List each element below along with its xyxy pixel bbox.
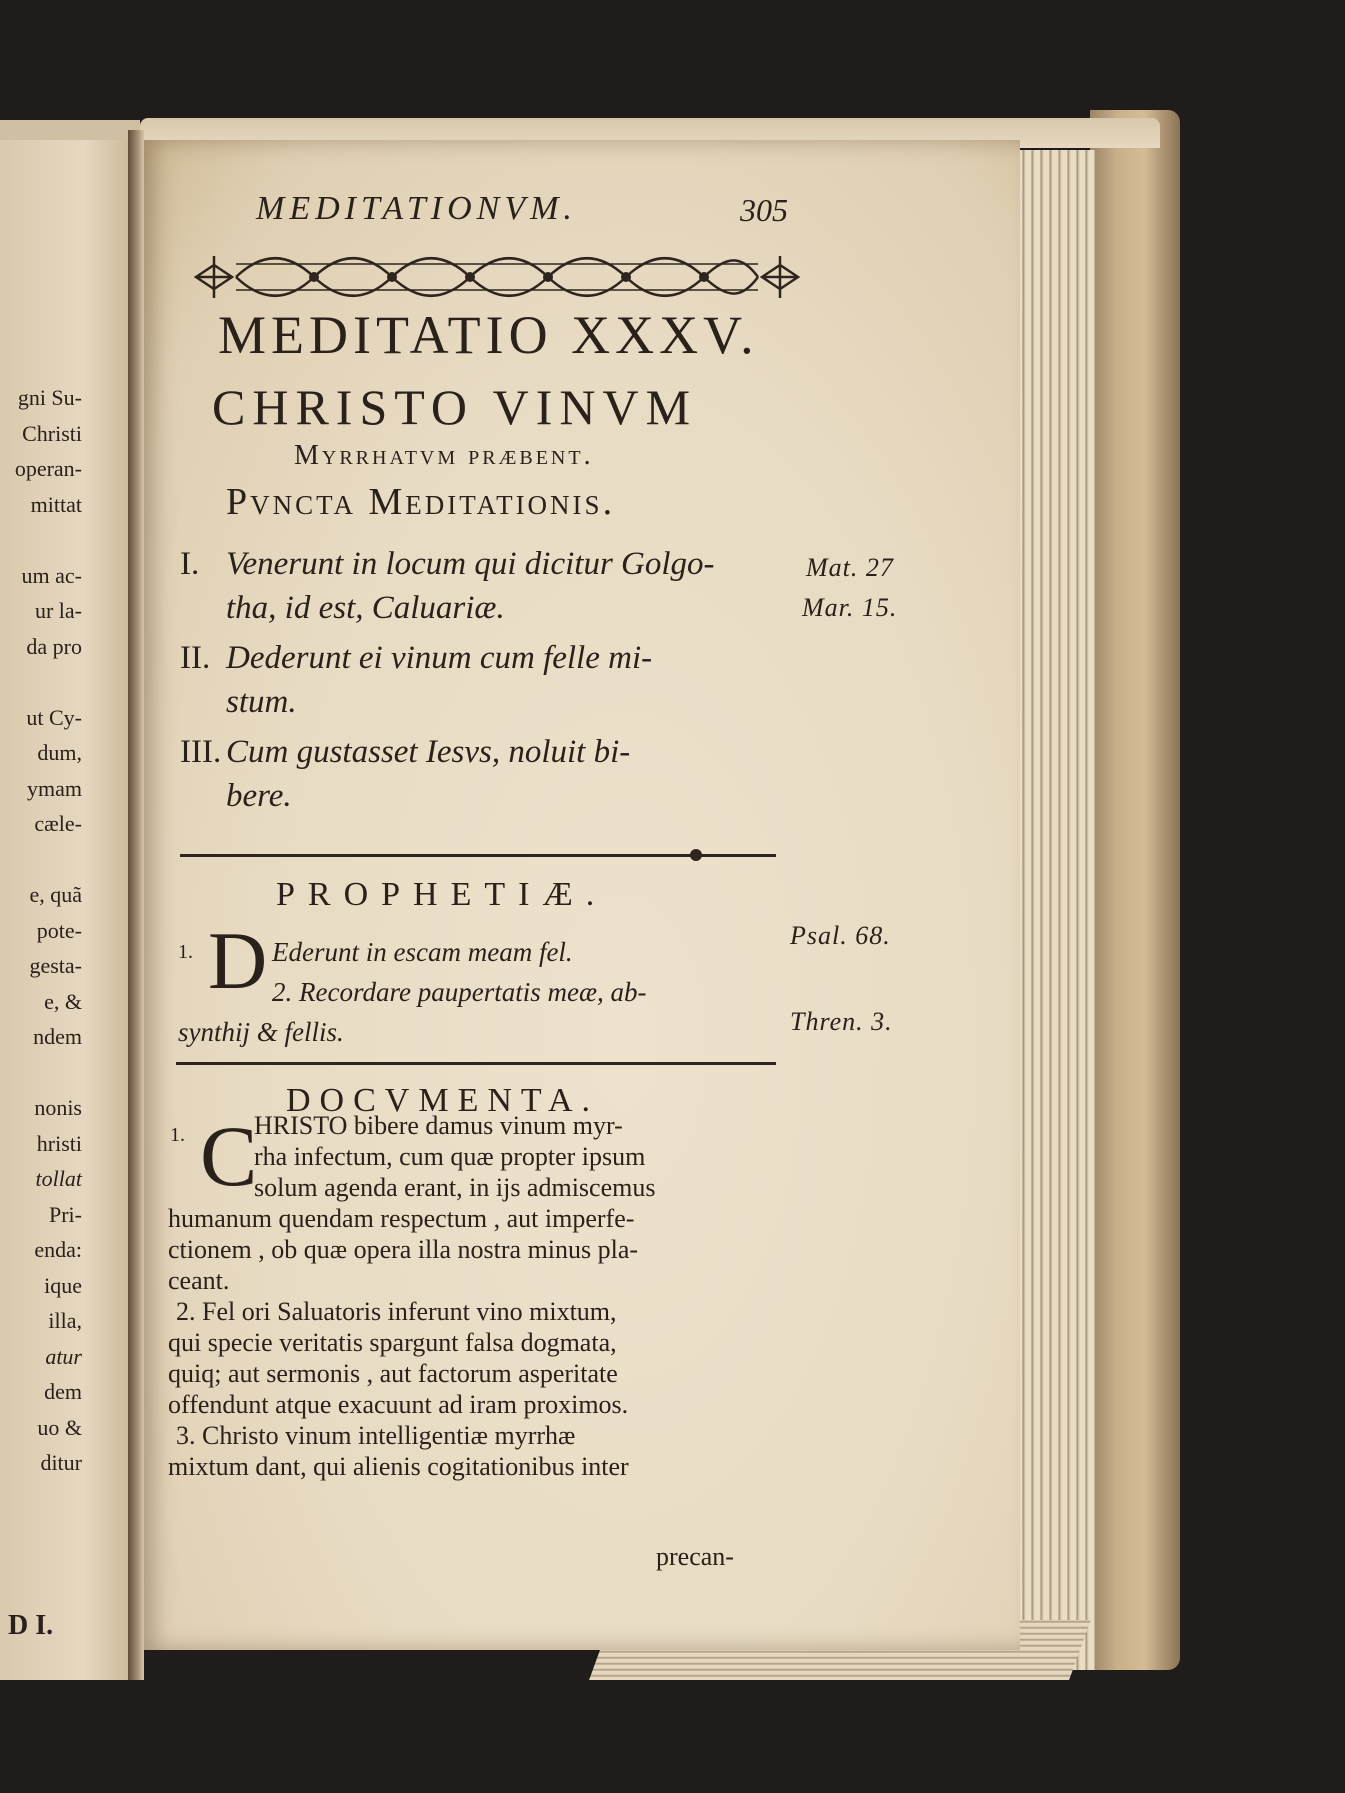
left-line: illa,: [48, 1308, 82, 1333]
left-line: [4, 522, 82, 558]
meditation-subtitle-2: Myrrhatvm præbent.: [294, 440, 594, 471]
text-line: HRISTO bibere damus vinum myr-: [254, 1111, 623, 1140]
margin-ref-mark: Mar. 15.: [802, 593, 898, 622]
point-number: III.: [180, 734, 222, 770]
left-line: Pri-: [49, 1201, 82, 1227]
text-line: solum agenda erant, in ijs admiscemus: [254, 1173, 656, 1202]
left-line: operan-: [14, 456, 82, 481]
text-line: ceant.: [168, 1266, 230, 1295]
meditation-subtitle: CHRISTO VINVM: [212, 379, 698, 435]
text-line: 3. Christo vinum intelligentiæ myrrhæ: [176, 1421, 576, 1450]
left-line: nonis: [34, 1095, 82, 1120]
documenta-text: [168, 1110, 780, 1482]
left-page-top-edge: [0, 120, 140, 140]
left-line: Christi: [22, 420, 82, 446]
left-line: e, quã: [29, 882, 82, 907]
left-line: tollat: [35, 1166, 82, 1191]
prophecy-line: 2. Recordare paupertatis meæ, ab-: [272, 977, 647, 1007]
left-line: um ac-: [21, 562, 82, 588]
ornament-band: [192, 250, 802, 304]
left-page: [0, 120, 140, 1680]
left-line: dem: [44, 1379, 82, 1404]
documenta-heading: DOCVMENTA.: [286, 1082, 599, 1119]
divider-rule: [180, 854, 776, 857]
catchword: precan-: [656, 1542, 734, 1571]
prophecy-number: 1.: [178, 941, 193, 963]
left-line: ymam: [27, 775, 82, 801]
left-line: atur: [45, 1343, 82, 1369]
left-line: gni Su-: [17, 385, 82, 410]
left-line: gesta-: [29, 953, 82, 978]
divider-rule: [176, 1062, 776, 1065]
text-line: mixtum dant, qui alienis cogitationibus inter: [168, 1452, 629, 1481]
left-line: ut Cy-: [26, 704, 82, 730]
left-line: uo &: [37, 1414, 82, 1440]
point-text: Dederunt ei vinum cum felle mi-: [226, 640, 653, 676]
left-line: [4, 842, 82, 878]
running-head: MEDITATIONVM.: [256, 190, 577, 227]
points-heading: Pvncta Meditationis.: [226, 481, 616, 523]
book-cover-edge: [1090, 110, 1180, 1670]
text-line: humanum quendam respectum , aut imperfe-: [168, 1204, 635, 1233]
text-line: qui specie veritatis spargunt falsa dogmata,: [168, 1328, 617, 1357]
left-line: ique: [44, 1272, 82, 1298]
margin-ref-lamentations: Thren. 3.: [790, 1007, 893, 1036]
point-3: [180, 730, 790, 818]
book-gutter: [128, 130, 144, 1680]
point-number: I.: [180, 546, 200, 582]
left-line: pote-: [36, 917, 82, 943]
page-number: 305: [740, 192, 788, 228]
left-line: dum,: [37, 740, 82, 765]
prophecy-line: Ederunt in escam meam fel.: [272, 937, 573, 967]
margin-ref-matthew: Mat. 27: [806, 553, 894, 582]
point-continuation: tha, id est, Caluariæ.: [226, 590, 505, 626]
prophecy-dropcap: D: [208, 915, 268, 1006]
left-line: ndem: [33, 1024, 82, 1049]
left-line: da pro: [26, 633, 82, 659]
point-text: Venerunt in locum qui dicitur Golgo-: [226, 546, 715, 582]
left-line: hristi: [36, 1130, 82, 1156]
left-line: ur la-: [34, 598, 82, 623]
point-2: [180, 636, 790, 724]
text-line: rha infectum, cum quæ propter ipsum: [254, 1142, 646, 1171]
documenta-dropcap: C: [200, 1108, 258, 1204]
text-line: ctionem , ob quæ opera illa nostra minus pla-: [168, 1235, 639, 1264]
left-line: e, &: [44, 988, 82, 1014]
divider-dot: [690, 849, 702, 861]
left-line: mittat: [30, 491, 82, 517]
left-line: [4, 664, 82, 700]
documenta-number: 1.: [170, 1124, 185, 1146]
meditation-title: MEDITATIO XXXV.: [218, 305, 759, 365]
prophecies-block: [178, 915, 798, 1052]
prophecy-line: synthij & fellis.: [178, 1017, 344, 1047]
point-number: II.: [180, 640, 211, 676]
point-continuation: bere.: [226, 778, 292, 814]
left-line: ditur: [40, 1450, 82, 1475]
text-line: 2. Fel ori Saluatoris inferunt vino mixtum,: [176, 1297, 617, 1326]
left-page-footer: D I.: [8, 1610, 54, 1641]
text-line: quiq; aut sermonis , aut factorum asperitate: [168, 1359, 618, 1388]
left-line: [4, 1055, 82, 1091]
left-page-text: [4, 380, 82, 1481]
point-text: Cum gustasset Iesvs, noluit bi-: [226, 734, 631, 770]
point-1: [180, 542, 790, 630]
margin-ref-psalm: Psal. 68.: [790, 921, 891, 950]
left-line: enda:: [34, 1237, 82, 1262]
prophecies-heading: PROPHETIÆ.: [276, 876, 608, 913]
text-line: offendunt atque exacuunt ad iram proximos.: [168, 1390, 629, 1419]
left-line: cæle-: [34, 811, 82, 836]
point-continuation: stum.: [226, 684, 297, 720]
